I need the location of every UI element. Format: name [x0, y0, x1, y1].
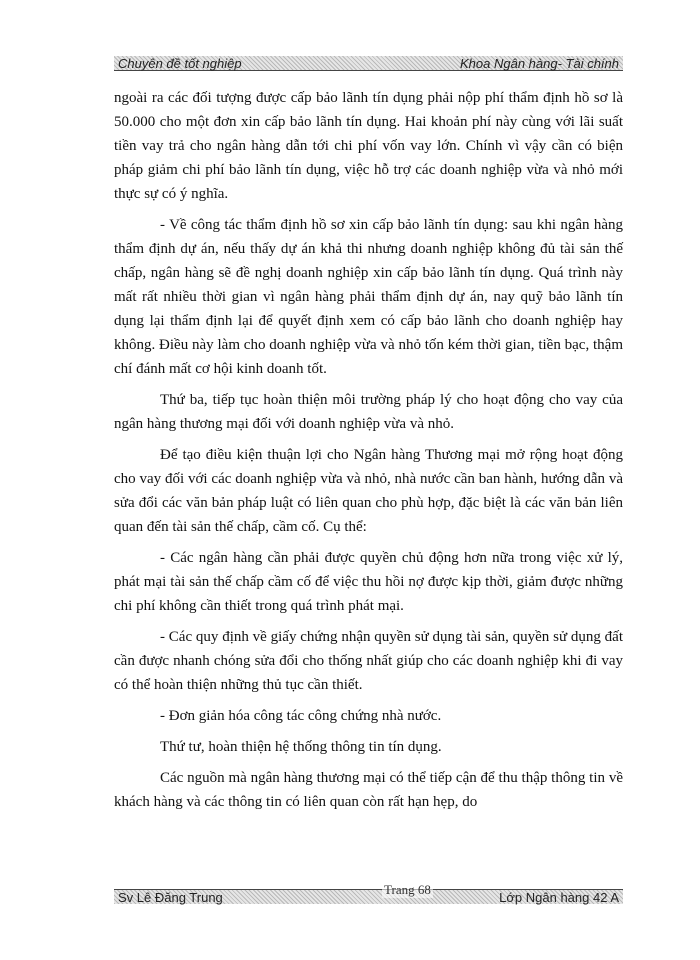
- paragraph-notary: - Đơn giản hóa công tác công chứng nhà nước.: [160, 708, 442, 724]
- page-footer: [114, 889, 623, 904]
- paragraph-land-certificates: - Các quy định về giấy chứng nhận quyền sử dụng tài sản, quyền sử dụng đất cần được nhanh chóng sửa đổi cho thống nhất giúp cho các doanh nghiệp khi đi vay có thể hoàn thiện những thủ tục cần thiết.: [114, 629, 623, 693]
- document-body: [114, 86, 623, 821]
- footer-student-name: Sv Lê Đăng Trung: [118, 890, 223, 905]
- page-header: [114, 56, 623, 71]
- paragraph-appraisal: - Về công tác thẩm định hồ sơ xin cấp bảo lãnh tín dụng: sau khi ngân hàng thẩm định dự án, nếu thấy dự án khả thi nhưng doanh nghiệp không đủ tài sản thế chấp, ngân hàng sẽ đề nghị doanh nghiệp xin cấp bảo lãnh tín dụng. Quá trình này mất rất nhiều thời gian vì ngân hàng phải thẩm định dự án, nay quỹ bảo lãnh tín dụng lại thẩm định lại để quyết định xem có cấp bảo lãnh cho doanh nghiệp hay không. Điều này làm cho doanh nghiệp vừa và nhỏ tốn kém thời gian, tiền bạc, thậm chí đánh mất cơ hội kinh doanh tốt.: [114, 217, 623, 377]
- paragraph-bank-rights: - Các ngân hàng cần phải được quyền chủ động hơn nữa trong việc xử lý, phát mại tài sản thế chấp cầm cố để việc thu hồi nợ được kịp thời, giảm được những chi phí không cần thiết trong quá trình phát mại.: [114, 550, 623, 614]
- footer-class-name: Lớp Ngân hàng 42 A: [499, 890, 619, 905]
- paragraph-information-sources: Các nguồn mà ngân hàng thương mại có thể tiếp cận để thu thập thông tin về khách hàng và các thông tin có liên quan còn rất hạn hẹp, do: [114, 770, 623, 810]
- paragraph-legal-framework: Để tạo điều kiện thuận lợi cho Ngân hàng Thương mại mở rộng hoạt động cho vay đối với các doanh nghiệp vừa và nhỏ, nhà nước cần ban hành, hướng dẫn và sửa đổi các văn bản pháp luật có liên quan cho phù hợp, đặc biệt là các văn bản liên quan đến tài sản thế chấp, cầm cố. Cụ thể:: [114, 447, 623, 535]
- paragraph-third-point: Thứ ba, tiếp tục hoàn thiện môi trường pháp lý cho hoạt động cho vay của ngân hàng thương mại đối với doanh nghiệp vừa và nhỏ.: [114, 392, 623, 432]
- header-document-title: Chuyên đề tốt nghiệp: [118, 56, 242, 71]
- paragraph-fourth-point: Thứ tư, hoàn thiện hệ thống thông tin tín dụng.: [160, 739, 442, 755]
- page-number: Trang 68: [384, 882, 431, 897]
- header-department: Khoa Ngân hàng- Tài chính: [460, 56, 619, 71]
- paragraph-continuation: ngoài ra các đối tượng được cấp bảo lãnh tín dụng phải nộp phí thẩm định hồ sơ là 50.000 cho một đơn xin cấp bảo lãnh tín dụng. Hai khoản phí này cùng với lãi suất tiền vay trả cho ngân hàng dẫn tới chi phí vốn vay lớn. Chính vì vậy cần có biện pháp giảm chi phí bảo lãnh tín dụng, việc hỗ trợ các doanh nghiệp vừa và nhỏ mới thực sự có ý nghĩa.: [114, 90, 623, 202]
